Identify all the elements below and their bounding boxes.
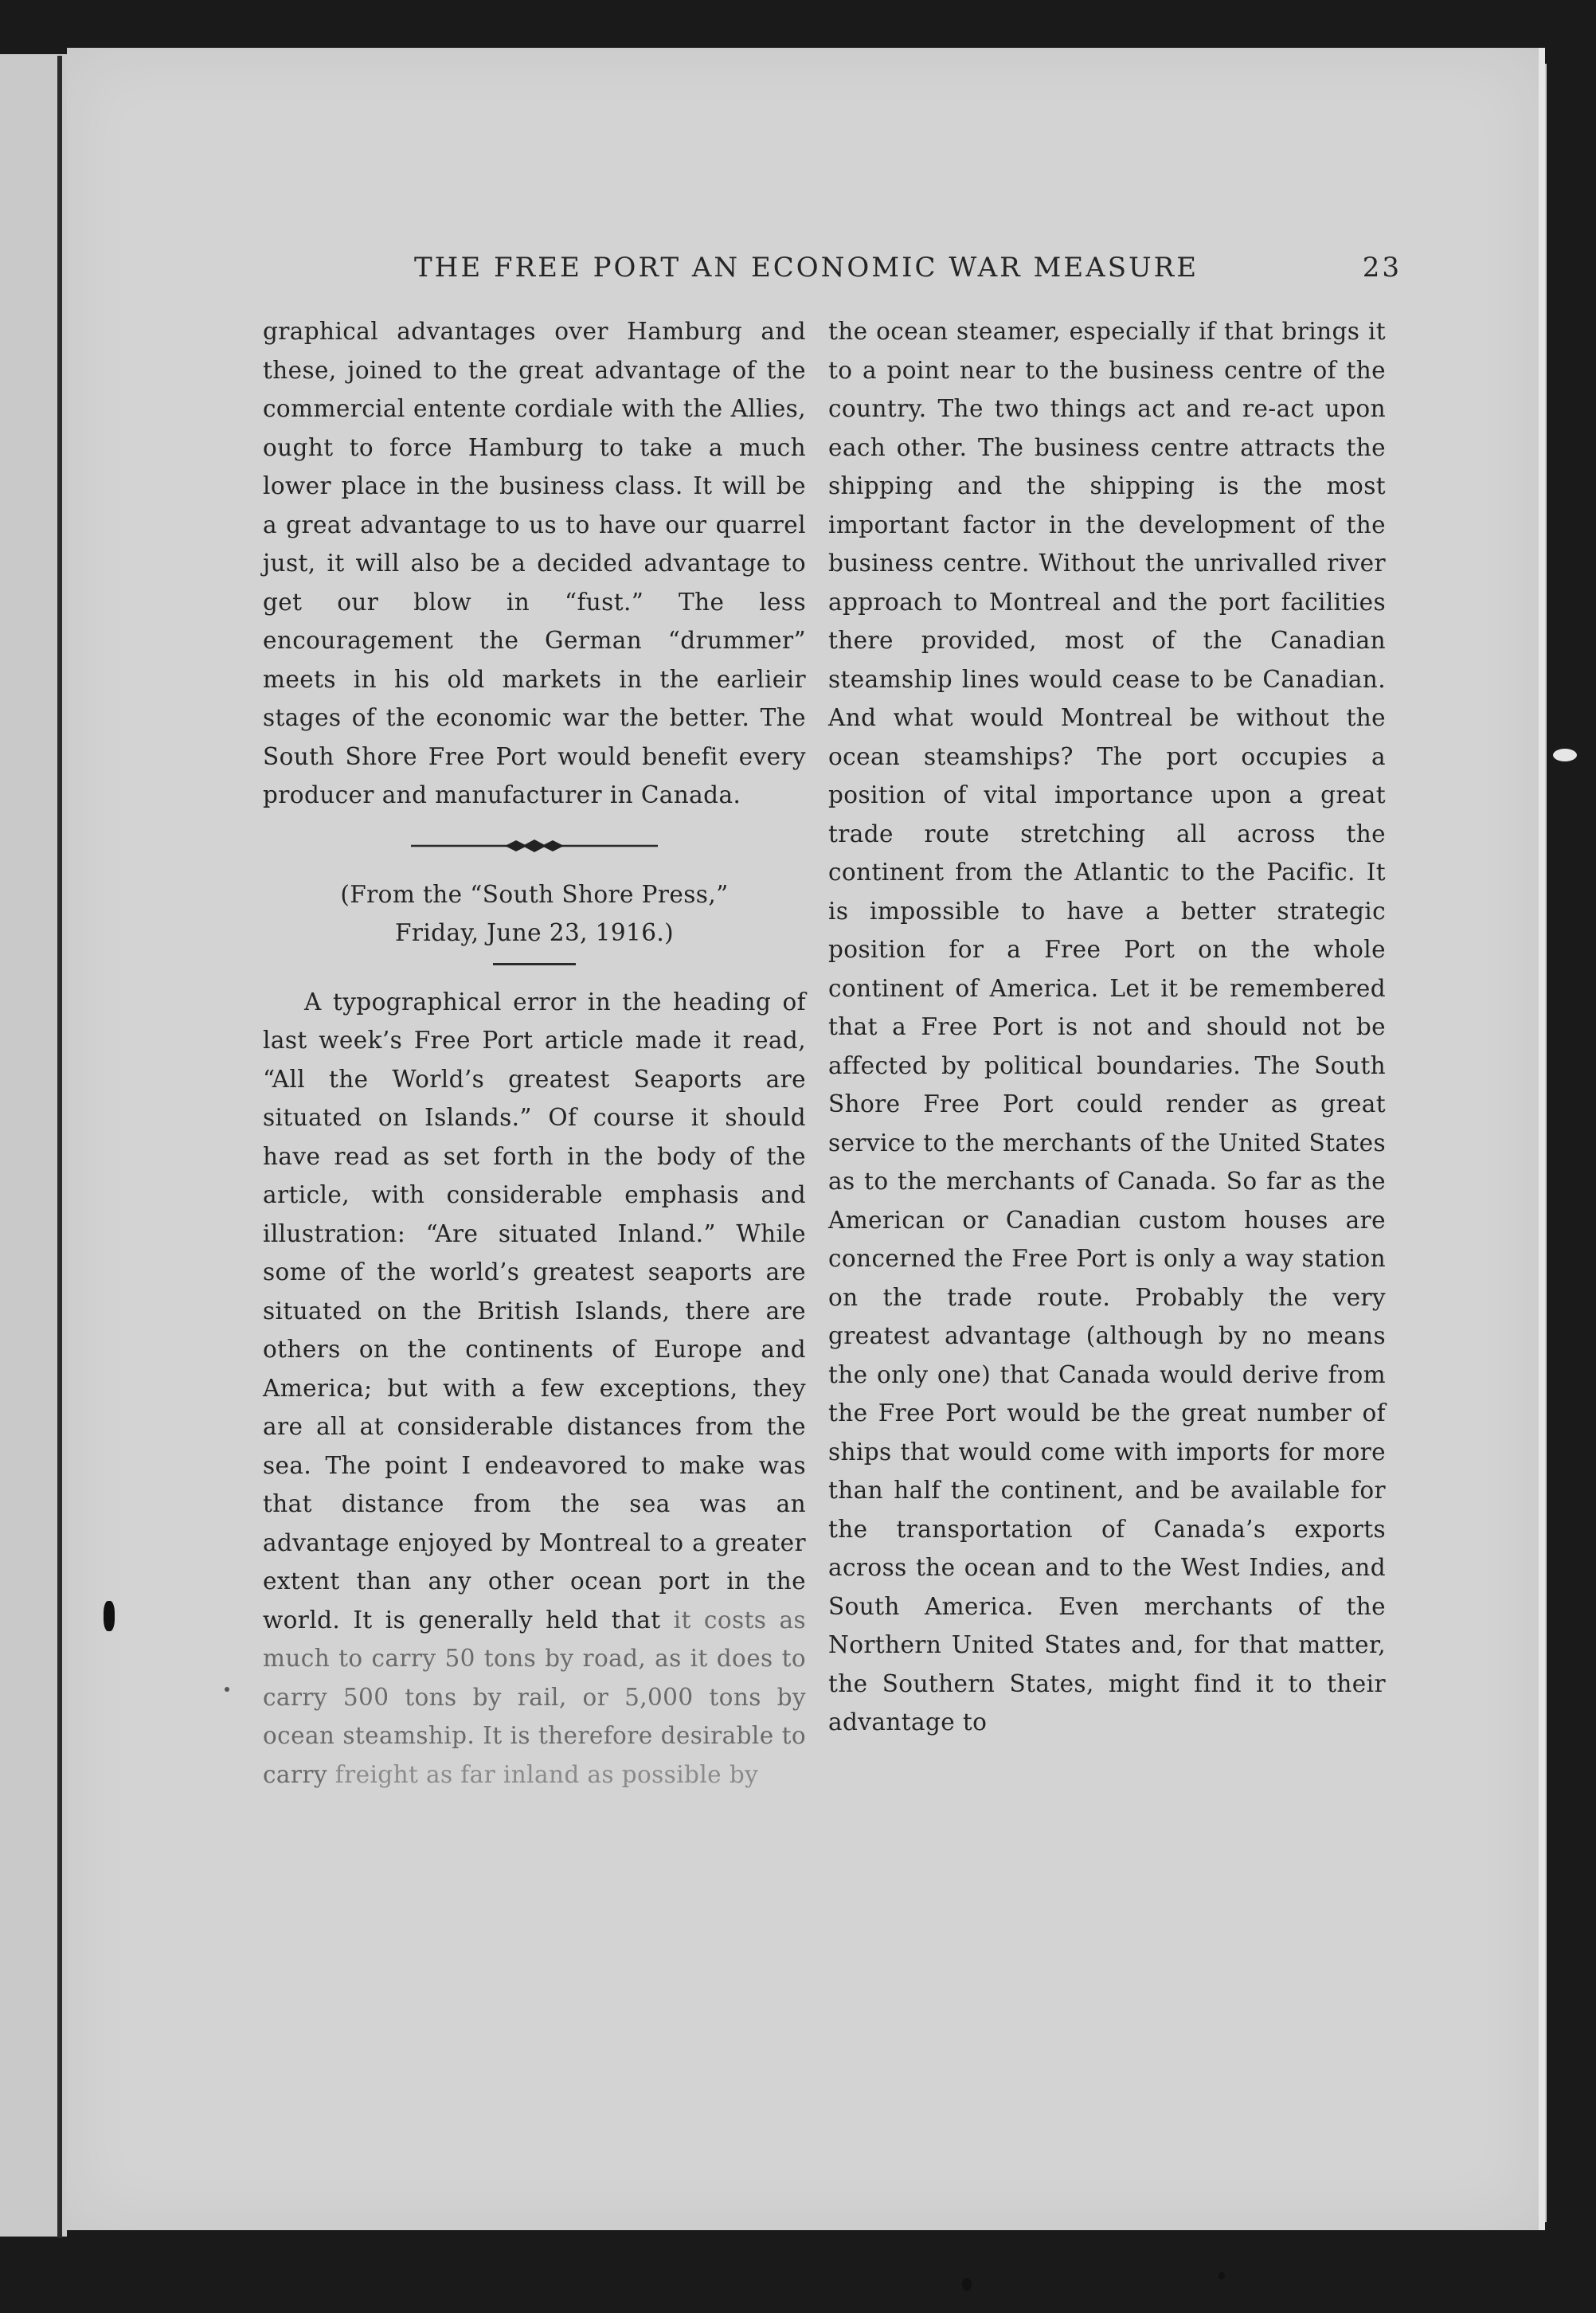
article-paragraph (263, 983, 806, 1794)
continued-paragraph: graphical advantages over Hamburg and these, joined to the great advantage of the commercial entente cordiale with the Allies, ought to force Hamburg to take a much lower place in the business class. It will be a great advantage to us to have our quarrel just, it will also be a decided advantage to get our blow in “fust.” The less encouragement the German “drummer” meets in his old markets in the earlieir stages of the economic war the better. The South Shore Free Port would benefit every producer and manufacturer in Canada. (263, 318, 806, 808)
scan-speck (1553, 749, 1577, 761)
section-divider-ornament (411, 837, 658, 855)
binding-shadow (57, 56, 62, 2238)
left-column (263, 312, 806, 1794)
page-number: 23 (1362, 252, 1402, 284)
article-text-faded: it costs as much to carry 50 tons by road, as it does to carry 500 tons by rail, or 5,000 tons by ocean steamship. It is therefore desirable to carry (263, 1606, 806, 1788)
scan-speck (104, 1601, 115, 1631)
right-column (828, 312, 1386, 1742)
running-header (350, 252, 1449, 290)
source-line: (From the “South Shore Press,” (340, 880, 729, 908)
scan-speck (1219, 2272, 1225, 2280)
scan-speck (225, 1687, 229, 1692)
article-text-faint: freight as far inland as possible by (334, 1760, 759, 1788)
scan-speck (962, 2278, 972, 2291)
article-text: A typographical error in the heading of last week’s Free Port article made it read, “All the World’s greatest Seaports are situated on Islands.” Of course it should have read as set forth in the body of the article, with considerable emphasis and illustration: “Are situated Inland.” While some of the world’s greatest seaports are situated on the British Islands, there are others on the continents of Europe and America; but with a few exceptions, they are all at considerable distances from the sea. The point I endeavored to make was that distance from the sea was an advantage enjoyed by Montreal to a greater extent than any other ocean port in the world. It is generally held that (263, 988, 806, 1634)
right-paragraph: the ocean steamer, especially if that brings it to a point near to the business centre of the country. The two things act and re-act upon each other. The business centre attracts the shipping and the shipping is the most important factor in the development of the business centre. Without the unrivalled river approach to Montreal and the port facilities there provided, most of the Canadian steamship lines would cease to be Canadian. And what would Montreal be without the ocean steamships? The port occupies a position of vital importance upon a great trade route stretching all across the continent from the Atlantic to the Pacific. It is impossible to have a better strategic position for a Free Port on the whole continent of America. Let it be remembered that a Free Port is not and should not be affected by political boundaries. The South Shore Free Port could render as great service to the merchants of the United States as to the merchants of Canada. So far as the American or Canadian custom houses are concerned the Free Port is only a way station on the trade route. Probably the very greatest advantage (although by no means the only one) that Canada would derive from the Free Port would be the great number of ships that would come with imports for more than half the continent, and be available for the transportation of Canada’s exports across the ocean and to the West Indies, and South America. Even merchants of the Northern United States and, for that matter, the Southern States, might find it to their advantage to (828, 318, 1386, 1736)
short-rule (493, 963, 576, 965)
running-title: THE FREE PORT AN ECONOMIC WAR MEASURE (414, 252, 1199, 284)
source-date: Friday, June 23, 1916.) (394, 918, 675, 946)
